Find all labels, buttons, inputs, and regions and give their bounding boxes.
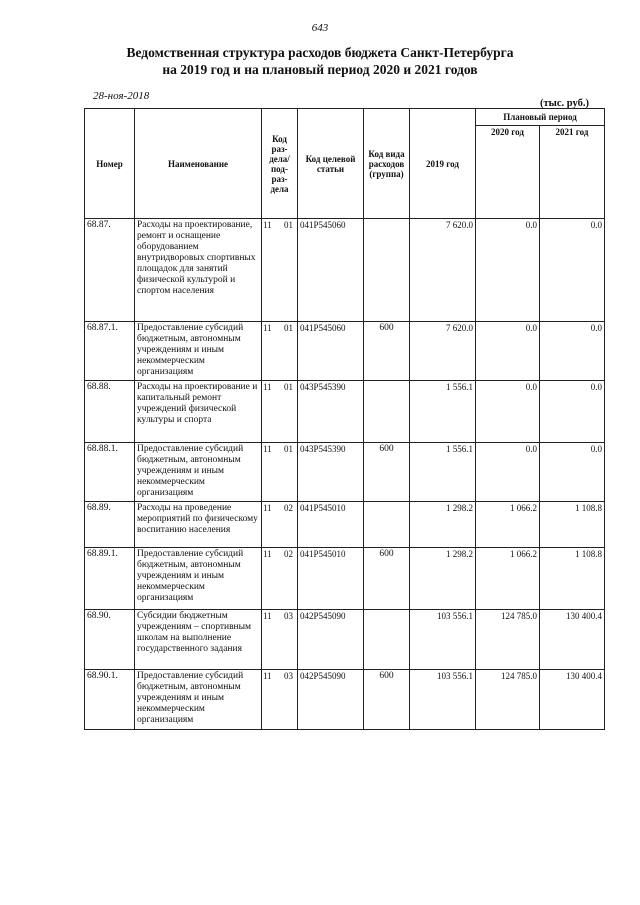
row-amount-2020: 124 785.0 (476, 610, 540, 670)
subsection-code: 02 (284, 503, 293, 513)
header-name: Наименование (135, 109, 262, 219)
row-amount-2021: 1 108.8 (540, 548, 605, 610)
section-code: 11 (263, 503, 272, 513)
subsection-code: 01 (284, 323, 293, 333)
row-section-code (262, 322, 298, 381)
row-amount-2020: 1 066.2 (476, 548, 540, 610)
header-2019: 2019 год (410, 109, 476, 219)
subsection-code: 01 (284, 382, 293, 392)
row-amount-2020: 0.0 (476, 443, 540, 502)
section-code: 11 (263, 382, 272, 392)
row-name: Предоставление субсидий бюджетным, автономным учреждениям и иным некоммерческим организациям (135, 548, 262, 610)
row-expense-type: 600 (364, 322, 410, 381)
row-amount-2021: 0.0 (540, 322, 605, 381)
row-expense-type (364, 381, 410, 443)
row-target-code: 041P545060 (298, 322, 364, 381)
subsection-code: 01 (284, 444, 293, 454)
row-expense-type: 600 (364, 670, 410, 730)
row-amount-2020: 0.0 (476, 381, 540, 443)
row-target-code: 041P545060 (298, 219, 364, 322)
row-amount-2021: 0.0 (540, 381, 605, 443)
document-title (0, 44, 640, 78)
header-planned-period: Плановый период (476, 109, 605, 126)
row-name: Субсидии бюджетным учреждениям – спортивным школам на выполнение государственного задания (135, 610, 262, 670)
row-name: Предоставление субсидий бюджетным, автономным учреждениям и иным некоммерческим организациям (135, 443, 262, 502)
row-amount-2019: 7 620.0 (410, 322, 476, 381)
table-row (85, 381, 605, 443)
table-row (85, 548, 605, 610)
row-number: 68.89. (85, 502, 135, 548)
row-expense-type (364, 219, 410, 322)
row-amount-2019: 103 556.1 (410, 610, 476, 670)
subsection-code: 03 (284, 611, 293, 621)
row-name: Расходы на проектирование, ремонт и оснащение оборудованием внутридворовых спортивных площадок для занятий физической культурой и спортом населения (135, 219, 262, 322)
row-name: Расходы на проектирование и капитальный ремонт учреждений физической культуры и спорта (135, 381, 262, 443)
table-row (85, 502, 605, 548)
row-amount-2021: 0.0 (540, 443, 605, 502)
subsection-code: 03 (284, 671, 293, 681)
row-section-code (262, 548, 298, 610)
row-amount-2021: 130 400.4 (540, 610, 605, 670)
row-expense-type: 600 (364, 443, 410, 502)
row-amount-2019: 7 620.0 (410, 219, 476, 322)
table-row (85, 670, 605, 730)
section-code: 11 (263, 444, 272, 454)
row-section-code (262, 219, 298, 322)
header-section: Код раз-дела/ под-раз-дела (262, 109, 298, 219)
subsection-code: 01 (284, 220, 293, 230)
row-expense-type (364, 502, 410, 548)
row-amount-2019: 1 298.2 (410, 502, 476, 548)
table-row (85, 610, 605, 670)
row-amount-2020: 0.0 (476, 219, 540, 322)
row-expense-type (364, 610, 410, 670)
header-target: Код целевой статьи (298, 109, 364, 219)
row-expense-type: 600 (364, 548, 410, 610)
header-expense-type: Код вида расходов (группа) (364, 109, 410, 219)
row-amount-2021: 130 400.4 (540, 670, 605, 730)
row-number: 68.88. (85, 381, 135, 443)
row-amount-2020: 1 066.2 (476, 502, 540, 548)
row-target-code: 043P545390 (298, 443, 364, 502)
row-name: Расходы на проведение мероприятий по физическому воспитанию населения (135, 502, 262, 548)
table-row (85, 443, 605, 502)
row-number: 68.90.1. (85, 670, 135, 730)
row-target-code: 043P545390 (298, 381, 364, 443)
table-body (85, 219, 605, 730)
row-amount-2019: 1 556.1 (410, 381, 476, 443)
row-number: 68.88.1. (85, 443, 135, 502)
row-amount-2019: 1 556.1 (410, 443, 476, 502)
units-label: (тыс. руб.) (540, 98, 589, 109)
row-number: 68.87. (85, 219, 135, 322)
page-number: 643 (311, 22, 329, 34)
subsection-code: 02 (284, 549, 293, 559)
row-amount-2021: 0.0 (540, 219, 605, 322)
row-number: 68.87.1. (85, 322, 135, 381)
row-section-code (262, 502, 298, 548)
row-number: 68.89.1. (85, 548, 135, 610)
row-number: 68.90. (85, 610, 135, 670)
section-code: 11 (263, 323, 272, 333)
row-target-code: 042P545090 (298, 610, 364, 670)
row-section-code (262, 443, 298, 502)
row-name: Предоставление субсидий бюджетным, автономным учреждениям и иным некоммерческим организациям (135, 670, 262, 730)
row-amount-2019: 103 556.1 (410, 670, 476, 730)
row-target-code: 041P545010 (298, 502, 364, 548)
row-section-code (262, 610, 298, 670)
row-name: Предоставление субсидий бюджетным, автономным учреждениям и иным некоммерческим организациям (135, 322, 262, 381)
row-amount-2020: 124 785.0 (476, 670, 540, 730)
table-row (85, 219, 605, 322)
section-code: 11 (263, 549, 272, 559)
header-2021: 2021 год (540, 126, 605, 219)
row-amount-2021: 1 108.8 (540, 502, 605, 548)
row-target-code: 042P545090 (298, 670, 364, 730)
table-header (85, 109, 605, 219)
row-target-code: 041P545010 (298, 548, 364, 610)
document-date: 28-ноя-2018 (93, 90, 150, 102)
row-amount-2019: 1 298.2 (410, 548, 476, 610)
row-section-code (262, 670, 298, 730)
budget-table (84, 108, 605, 730)
header-number: Номер (85, 109, 135, 219)
section-code: 11 (263, 611, 272, 621)
header-2020: 2020 год (476, 126, 540, 219)
row-amount-2020: 0.0 (476, 322, 540, 381)
section-code: 11 (263, 220, 272, 230)
section-code: 11 (263, 671, 272, 681)
row-section-code (262, 381, 298, 443)
title-line-2: на 2019 год и на плановый период 2020 и 2021 годов (162, 62, 478, 77)
table-row (85, 322, 605, 381)
title-line-1: Ведомственная структура расходов бюджета Санкт-Петербурга (126, 45, 514, 60)
